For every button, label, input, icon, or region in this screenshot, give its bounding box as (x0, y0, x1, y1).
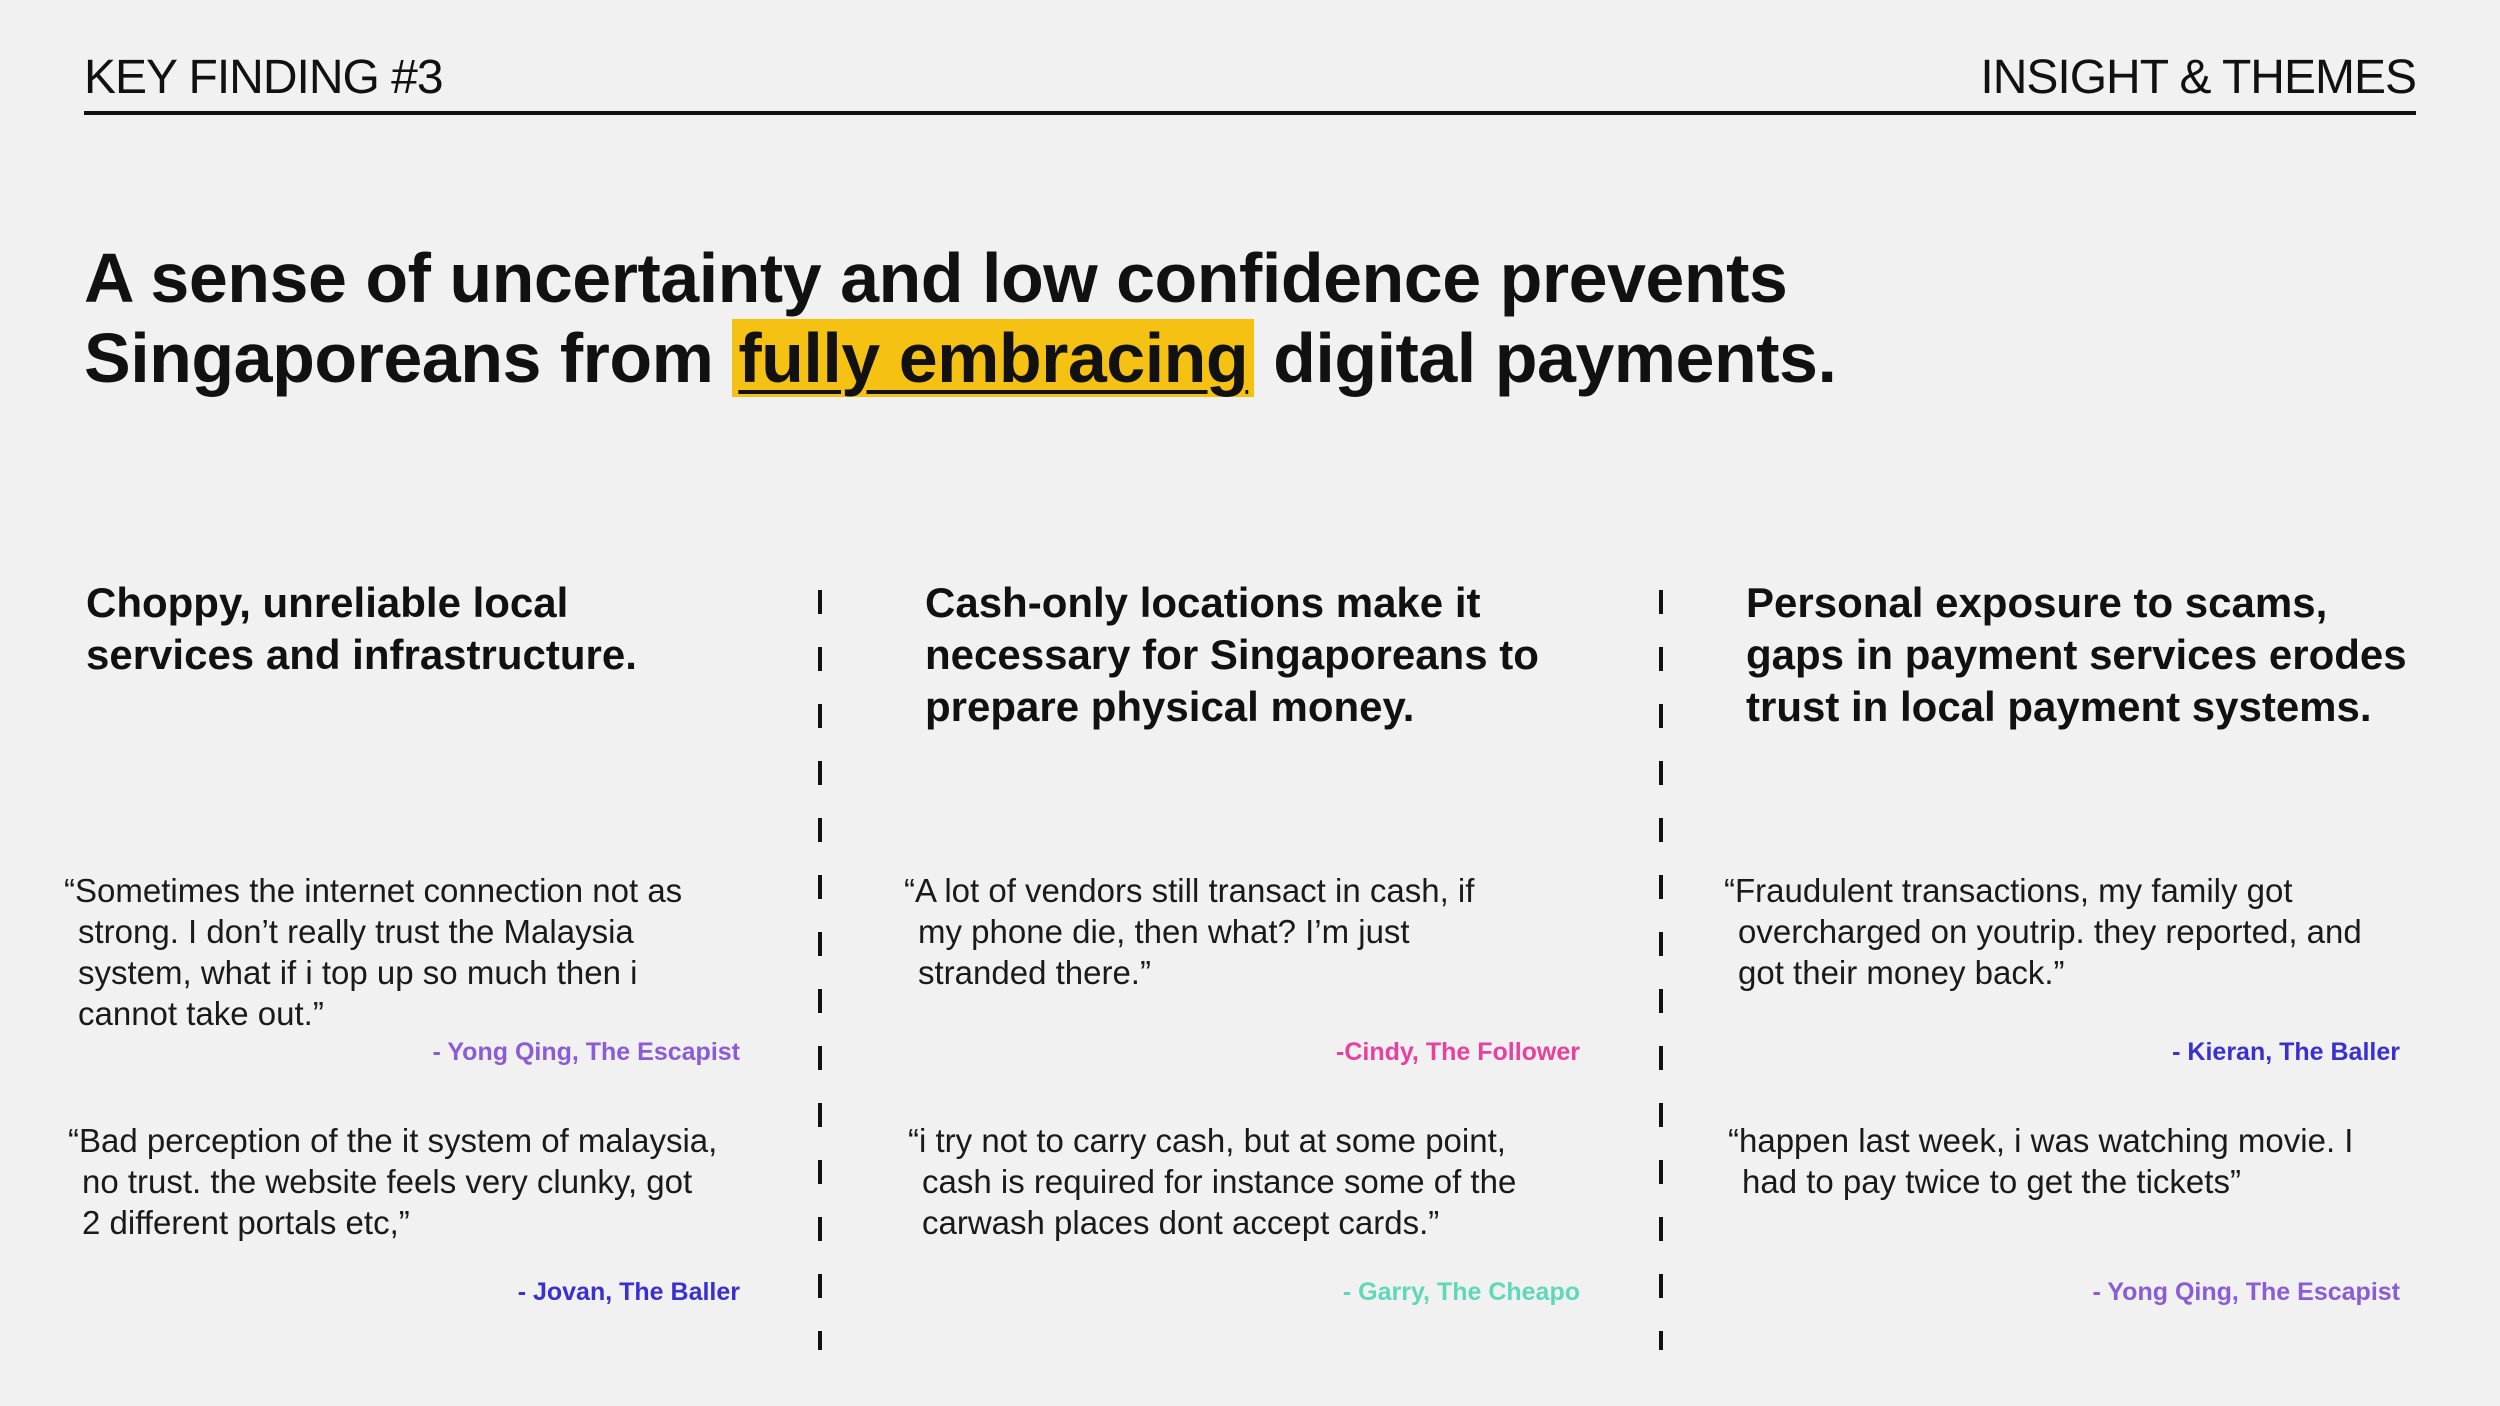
quote-line: system, what if i top up so much then i (78, 954, 638, 991)
theme-title-line: Cash-only locations make it (925, 579, 1481, 626)
quote-line: “A lot of vendors still transact in cash, if (904, 872, 1475, 909)
quote-line: had to pay twice to get the tickets” (1742, 1163, 2241, 1200)
theme-title-line: services and infrastructure. (86, 631, 637, 678)
section-label: INSIGHT & THEMES (1980, 51, 2416, 104)
headline-text-after: digital payments. (1254, 319, 1837, 397)
quote-line: my phone die, then what? I’m just (918, 913, 1410, 950)
quote-line: cannot take out.” (78, 995, 324, 1032)
quote-line: strong. I don’t really trust the Malaysia (78, 913, 634, 950)
headline-line-1: A sense of uncertainty and low confidence prevents (84, 239, 1788, 317)
quote-fraudulent-transactions (1724, 870, 2362, 993)
quote-line: no trust. the website feels very clunky, got (82, 1163, 693, 1200)
theme-title-line: gaps in payment services erodes (1746, 631, 2407, 678)
headline-line-2 (84, 318, 2184, 398)
quote-attribution: - Kieran, The Baller (2172, 1038, 2400, 1066)
quote-line: “Sometimes the internet connection not as (64, 872, 683, 909)
quote-attribution: -Cindy, The Follower (1336, 1038, 1580, 1066)
header-divider (84, 111, 2416, 115)
theme-title-cash-only (925, 577, 1539, 733)
theme-title-infrastructure (86, 577, 637, 681)
theme-title-line: Choppy, unreliable local (86, 579, 569, 626)
quote-carwash-cash (908, 1120, 1516, 1243)
quote-line: “happen last week, i was watching movie. I (1728, 1122, 2354, 1159)
quote-attribution: - Garry, The Cheapo (1342, 1278, 1580, 1306)
headline (84, 238, 2184, 398)
theme-title-line: prepare physical money. (925, 683, 1415, 730)
quote-attribution: - Yong Qing, The Escapist (2092, 1278, 2400, 1306)
column-divider (818, 590, 822, 1350)
slide-label: KEY FINDING #3 (84, 51, 443, 104)
quote-line: overcharged on youtrip. they reported, and (1738, 913, 2362, 950)
headline-text-before: Singaporeans from (84, 319, 733, 397)
quote-line: carwash places dont accept cards.” (922, 1204, 1440, 1241)
quote-attribution: - Yong Qing, The Escapist (432, 1038, 740, 1066)
quote-line: stranded there.” (918, 954, 1151, 991)
theme-title-line: Personal exposure to scams, (1746, 579, 2328, 626)
quote-line: “Bad perception of the it system of malaysia, (68, 1122, 718, 1159)
highlighted-phrase: fully embracing (732, 319, 1254, 397)
theme-title-line: necessary for Singaporeans to (925, 631, 1539, 678)
quote-line: “Fraudulent transactions, my family got (1724, 872, 2293, 909)
column-divider (1659, 590, 1663, 1350)
quote-line: 2 different portals etc,” (82, 1204, 410, 1241)
quote-double-payment (1728, 1120, 2353, 1202)
quote-line: got their money back.” (1738, 954, 2065, 991)
quote-vendors-cash (904, 870, 1474, 993)
quote-line: “i try not to carry cash, but at some point, (908, 1122, 1506, 1159)
quote-internet-connection (64, 870, 682, 1034)
quote-attribution: - Jovan, The Baller (517, 1278, 740, 1306)
theme-title-line: trust in local payment systems. (1746, 683, 2372, 730)
quote-line: cash is required for instance some of the (922, 1163, 1517, 1200)
theme-title-scams (1746, 577, 2407, 733)
quote-it-system-perception (68, 1120, 717, 1243)
